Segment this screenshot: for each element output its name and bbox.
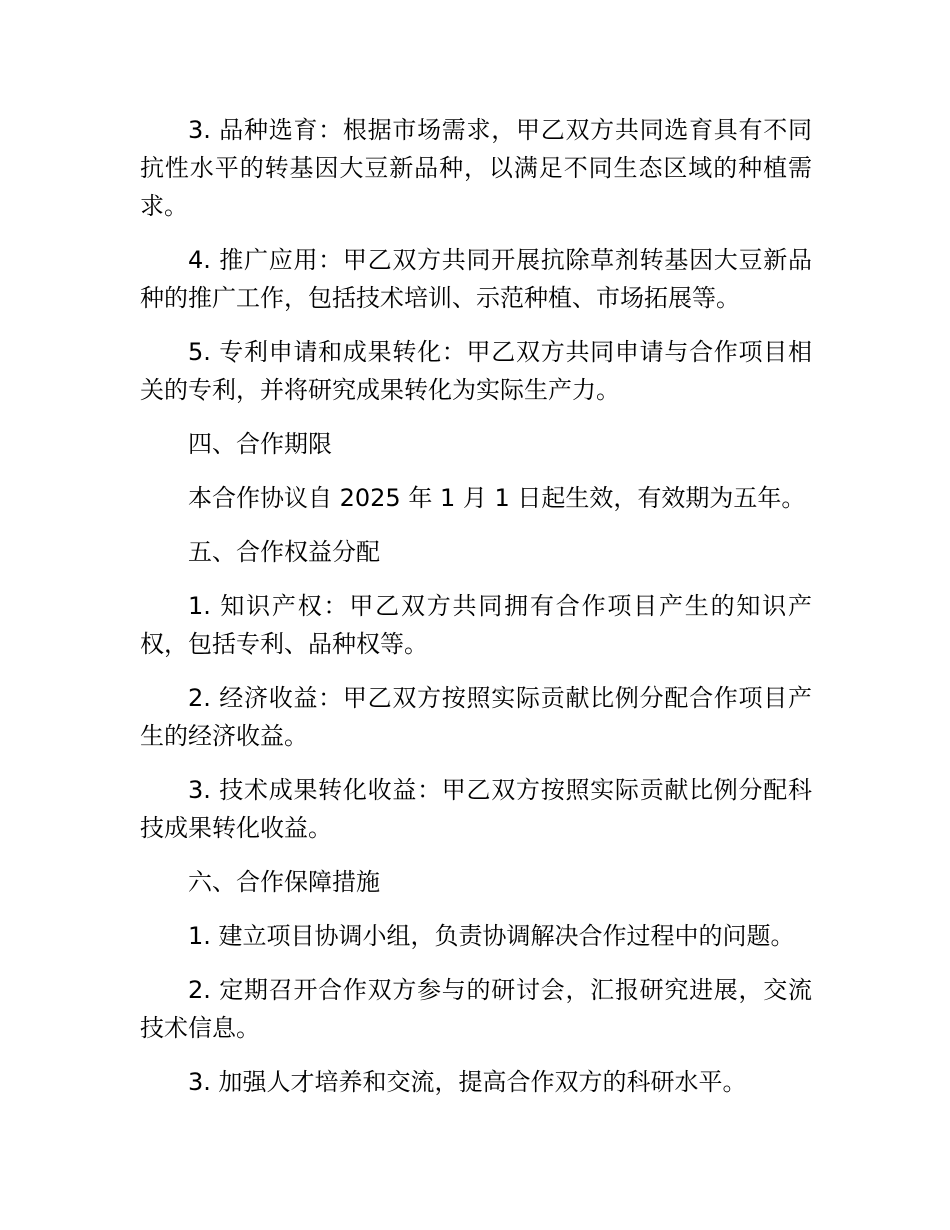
paragraph-seminar: 2. 定期召开合作双方参与的研讨会，汇报研究进展，交流技术信息。 [140,976,812,1042]
document-page [140,111,812,1117]
paragraph-coordination-group: 1. 建立项目协调小组，负责协调解决合作过程中的问题。 [188,922,795,950]
paragraph-promotion: 4. 推广应用：甲乙双方共同开展抗除草剂转基因大豆新品种的推广工作，包括技术培训、示范种植、市场拓展等。 [140,246,812,312]
section-heading-term: 四、合作期限 [188,430,332,458]
paragraph-economic-benefit: 2. 经济收益：甲乙双方按照实际贡献比例分配合作项目产生的经济收益。 [140,684,812,750]
paragraph-ip: 1. 知识产权：甲乙双方共同拥有合作项目产生的知识产权，包括专利、品种权等。 [140,592,812,658]
section-heading-rights: 五、合作权益分配 [188,538,380,566]
paragraph-patent-application: 5. 专利申请和成果转化：甲乙双方共同申请与合作项目相关的专利，并将研究成果转化为实际生产力。 [140,338,812,404]
paragraph-term-validity: 本合作协议自 2025 年 1 月 1 日起生效，有效期为五年。 [188,484,806,512]
section-heading-safeguards: 六、合作保障措施 [188,868,380,896]
paragraph-talent-training: 3. 加强人才培养和交流，提高合作双方的科研水平。 [188,1068,747,1096]
paragraph-variety-breeding: 3. 品种选育：根据市场需求，甲乙双方共同选育具有不同抗性水平的转基因大豆新品种，以满足不同生态区域的种植需求。 [140,116,812,220]
paragraph-transfer-benefit: 3. 技术成果转化收益：甲乙双方按照实际贡献比例分配科技成果转化收益。 [140,776,812,842]
